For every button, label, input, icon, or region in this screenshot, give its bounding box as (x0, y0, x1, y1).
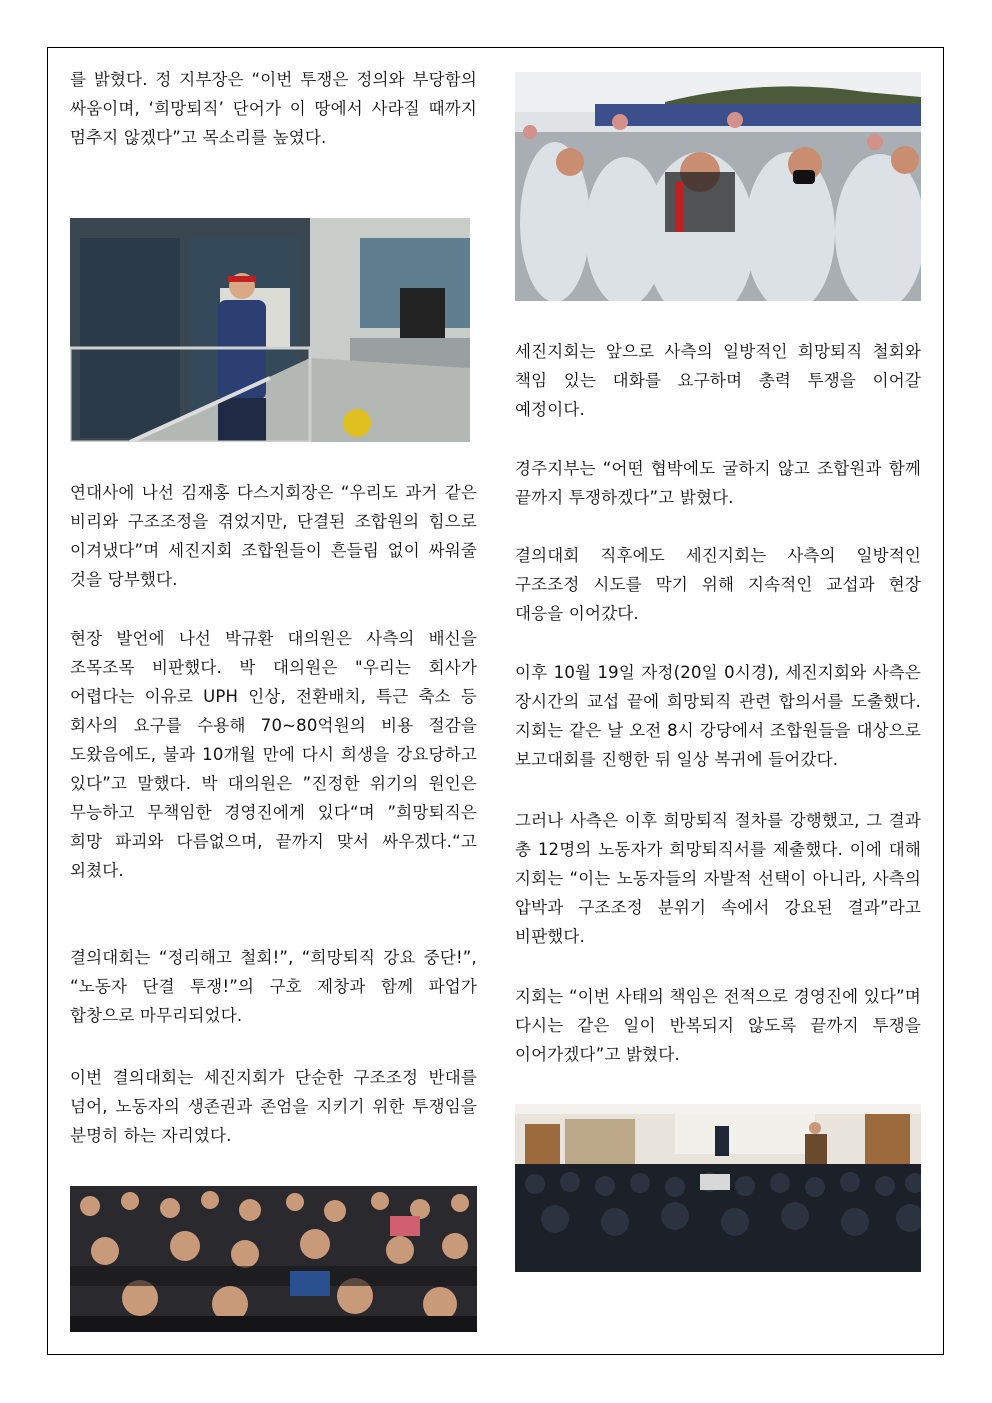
photo-seated-crowd (70, 1186, 477, 1332)
paragraph: 경주지부는 “어떤 협박에도 굴하지 않고 조합원과 함께 끝까지 투쟁하겠다”고 밝혔다. (515, 459, 921, 507)
photo-rally-in-raincoats (515, 72, 921, 301)
photo-speaker-at-podium (70, 218, 470, 442)
paragraph: 이후 10월 19일 자정(20일 0시경), 세진지회와 사측은 장시간의 교섭 끝에 희망퇴직 관련 합의서를 도출했다. 지회는 같은 날 오전 8시 강당에서 조합원들을 대상으로 보고대회를 진행한 뒤 일상 복귀에 들어갔다. (515, 663, 921, 769)
paragraph: 세진지회는 앞으로 사측의 일방적인 희망퇴직 철회와 책임 있는 대화를 요구하며 총력 투쟁을 이어갈 예정이다. (515, 342, 921, 419)
paragraph: 지회는 “이번 사태의 책임은 전적으로 경영진에 있다”며 다시는 같은 일이 반복되지 않도록 끝까지 투쟁을 이어가겠다”고 밝혔다. (515, 987, 921, 1064)
paragraph: 그러나 사측은 이후 희망퇴직 절차를 강행했고, 그 결과 총 12명의 노동자가 희망퇴직서를 제출했다. 이에 대해 지회는 “이는 노동자들의 자발적 선택이 아니라, 사측의 압박과 구조조정 분위기 속에서 강요된 결과”라고 비판했다. (515, 811, 921, 946)
photo-report-meeting-hall (515, 1104, 921, 1272)
paragraph: 를 밝혔다. 정 지부장은 “이번 투쟁은 정의와 부당함의 싸움이며, ‘희망퇴직’ 단어가 이 땅에서 사라질 때까지 멈추지 않겠다”고 목소리를 높였다. (70, 70, 477, 147)
paragraph: 결의대회는 “정리해고 철회!”, “희망퇴직 강요 중단!”, “노동자 단결 투쟁!”의 구호 제창과 함께 파업가 합창으로 마무리되었다. (70, 948, 477, 1025)
paragraph: 현장 발언에 나선 박규환 대의원은 사측의 배신을 조목조목 비판했다. 박 대의원은 "우리는 회사가 어렵다는 이유로 UPH 인상, 전환배치, 특근 축소 등 회사의 요구를 수용해 70~80억원의 비용 절감을 도왔음에도, 불과 10개월 만에 다시 희생을 강요당하고 있다”고 말했다. 박 대의원은 ”진정한 위기의 원인은 무능하고 무책임한 경영진에게 있다“며 ”희망퇴직은 희망 파괴와 다름없으며, 끝까지 맞서 싸우겠다.“고 외쳤다. (70, 629, 477, 880)
paragraph: 연대사에 나선 김재홍 다스지회장은 “우리도 과거 같은 비리와 구조조정을 겪었지만, 단결된 조합원의 힘으로 이겨냈다”며 세진지회 조합원들이 흔들림 없이 싸워줄 것을 당부했다. (70, 483, 477, 589)
paragraph: 이번 결의대회는 세진지회가 단순한 구조조정 반대를 넘어, 노동자의 생존권과 존엄을 지키기 위한 투쟁임을 분명히 하는 자리였다. (70, 1068, 477, 1145)
paragraph: 결의대회 직후에도 세진지회는 사측의 일방적인 구조조정 시도를 막기 위해 지속적인 교섭과 현장 대응을 이어갔다. (515, 546, 921, 623)
